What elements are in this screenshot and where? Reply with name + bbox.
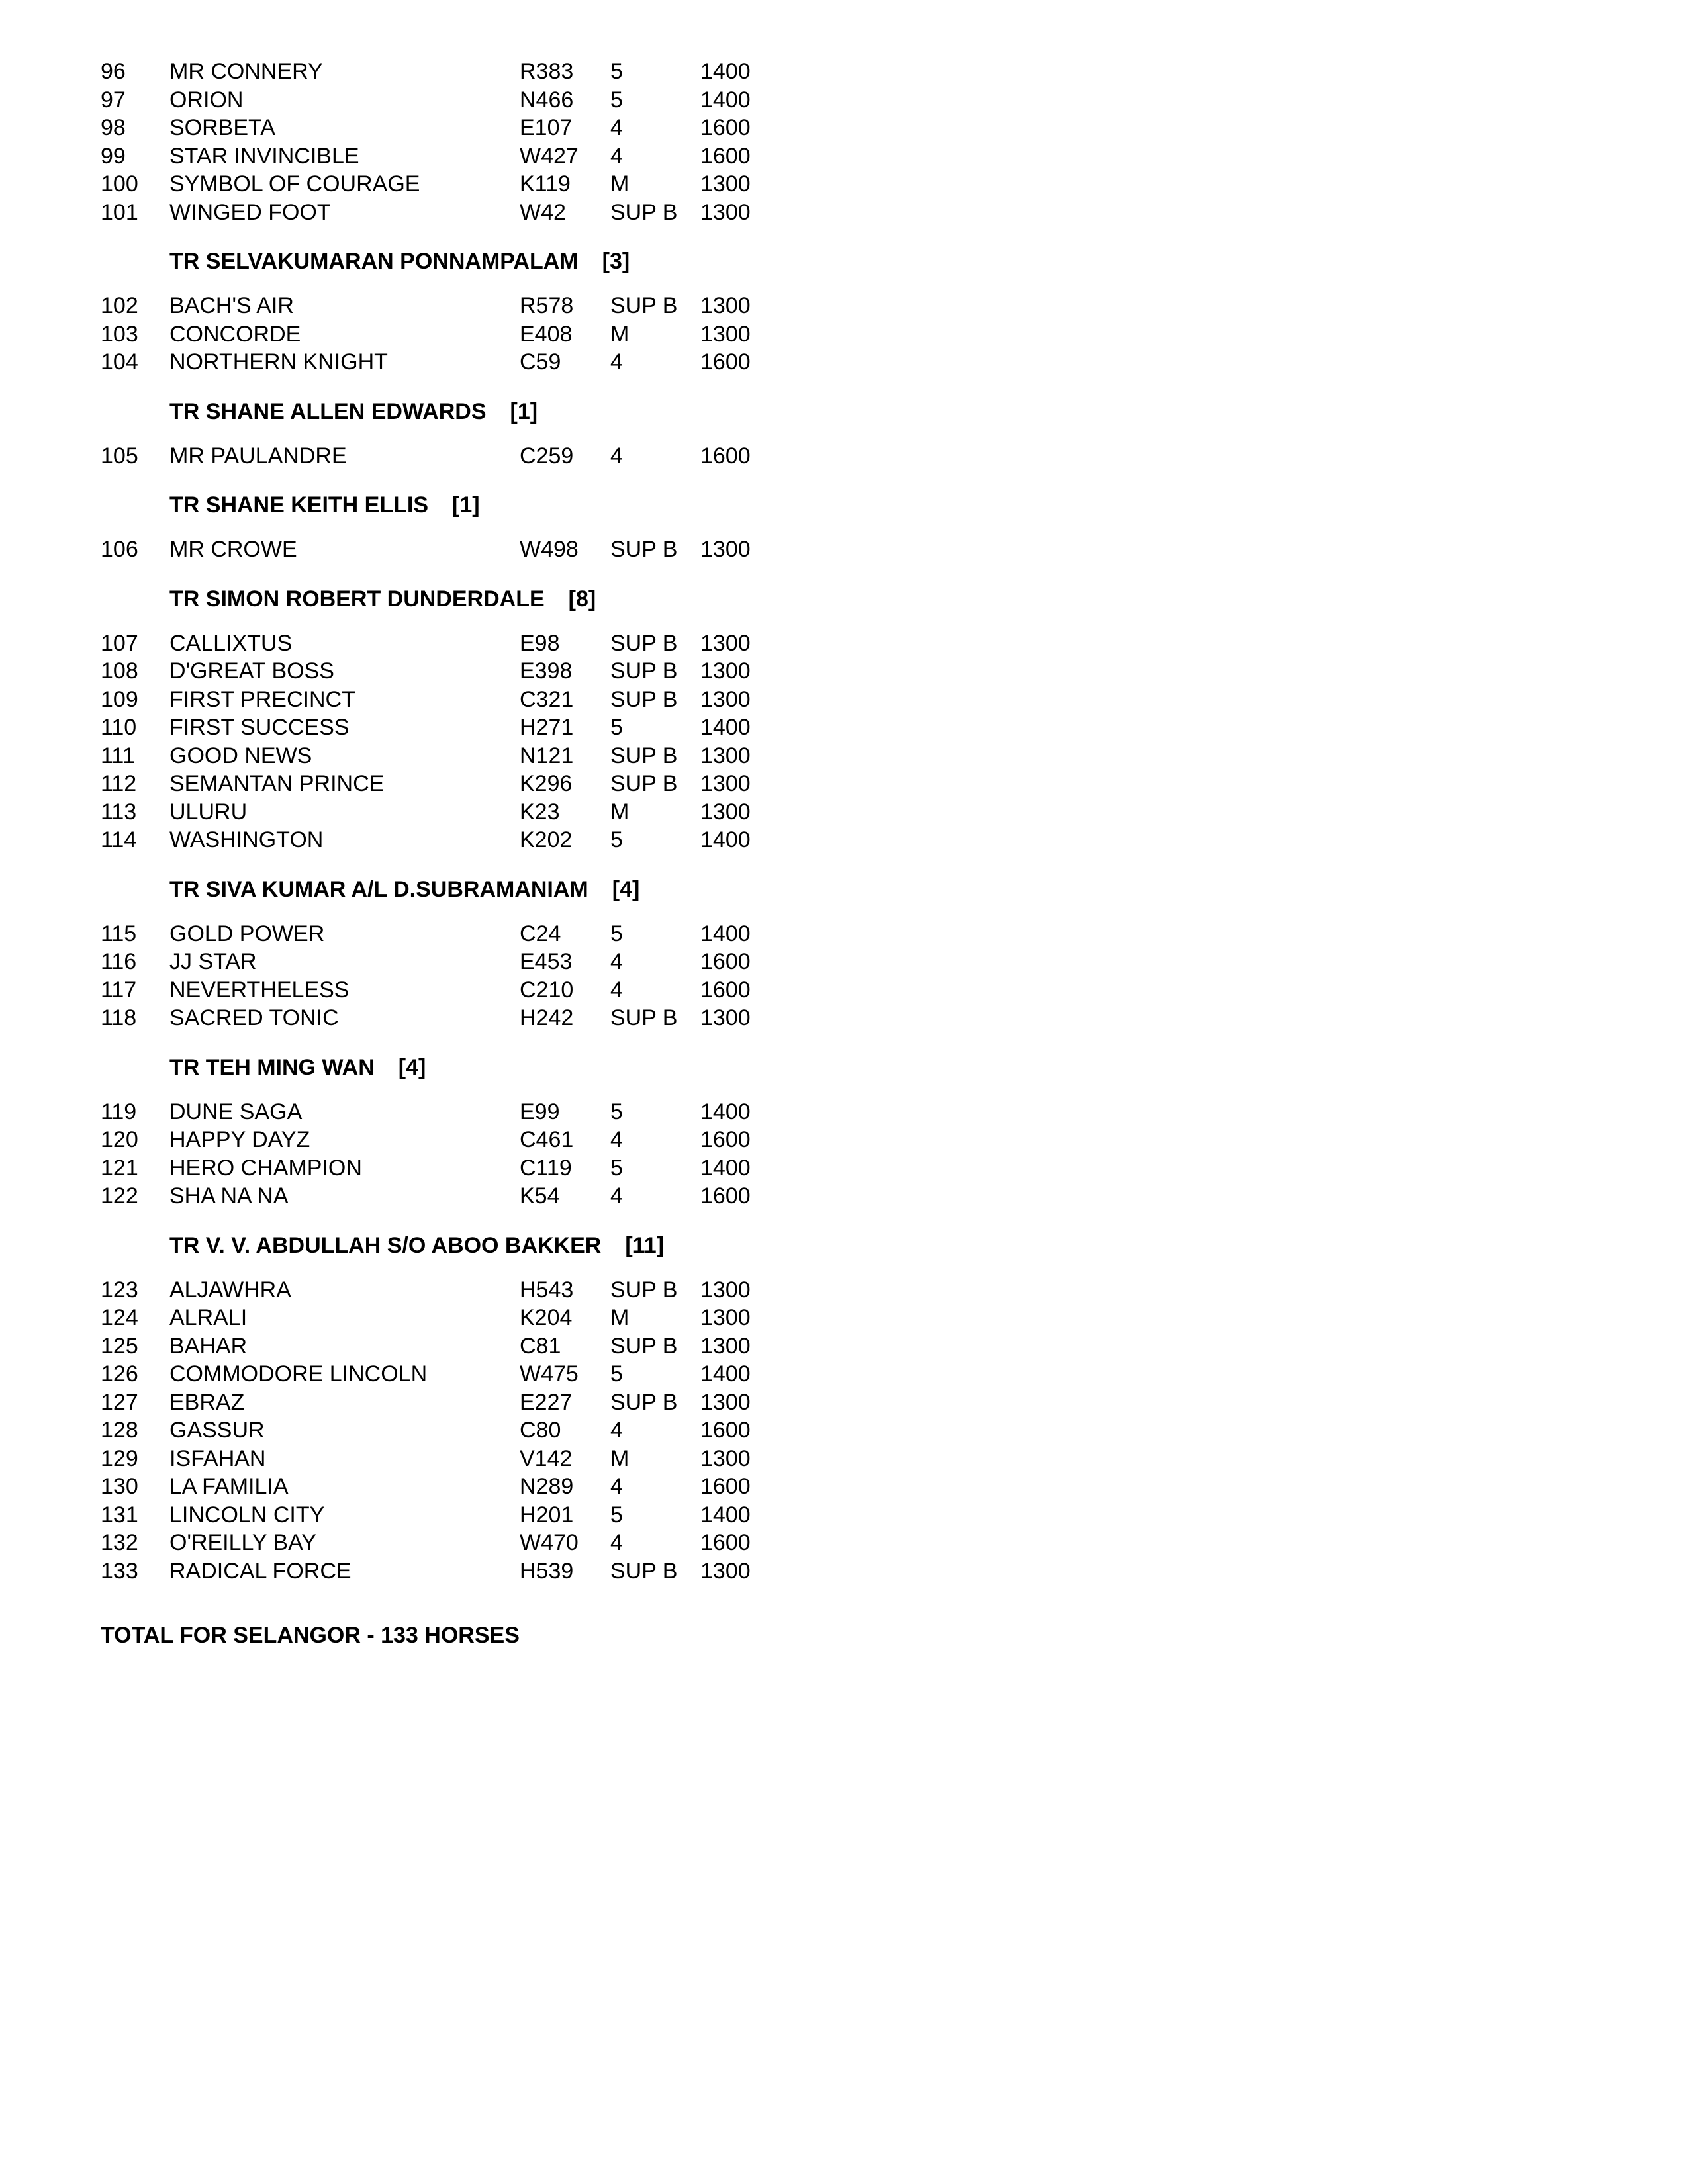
distance: 1300 xyxy=(700,1277,751,1302)
horse-code: R383 xyxy=(520,59,574,84)
horse-code: W498 xyxy=(520,537,579,562)
class: 4 xyxy=(610,115,623,140)
distance: 1400 xyxy=(700,715,751,740)
trainer-horse-count: [3] xyxy=(602,249,630,274)
runner-number: 101 xyxy=(101,199,138,225)
horse-name: JJ STAR xyxy=(169,949,257,974)
horse-name: SYMBOL OF COURAGE xyxy=(169,171,420,197)
runner-number: 119 xyxy=(101,1099,137,1124)
class: SUP B xyxy=(610,1005,678,1030)
trainer-heading xyxy=(169,494,480,516)
runner-number: 106 xyxy=(101,537,138,562)
class: 5 xyxy=(610,827,623,852)
horse-code: W427 xyxy=(520,143,579,169)
class: SUP B xyxy=(610,1333,678,1359)
distance: 1600 xyxy=(700,1474,751,1499)
horse-name: SHA NA NA xyxy=(169,1183,289,1208)
horse-code: E227 xyxy=(520,1389,573,1415)
horse-code: N289 xyxy=(520,1474,574,1499)
runner-number: 125 xyxy=(101,1333,138,1359)
runner-number: 105 xyxy=(101,443,138,469)
runner-number: 115 xyxy=(101,921,137,946)
distance: 1600 xyxy=(700,949,751,974)
trainer-horse-count: [11] xyxy=(625,1232,664,1258)
runner-number: 126 xyxy=(101,1361,138,1387)
trainer-name: TR V. V. ABDULLAH S/O ABOO BAKKER xyxy=(169,1232,602,1258)
class: SUP B xyxy=(610,630,678,656)
distance: 1400 xyxy=(700,1099,751,1124)
horse-name: ULURU xyxy=(169,799,248,825)
horse-code: K296 xyxy=(520,771,573,796)
horse-code: H201 xyxy=(520,1502,574,1527)
horse-name: GOLD POWER xyxy=(169,921,325,946)
horse-code: N121 xyxy=(520,743,574,768)
distance: 1300 xyxy=(700,686,751,712)
runner-number: 114 xyxy=(101,827,137,852)
runner-number: 133 xyxy=(101,1558,138,1584)
horse-name: NORTHERN KNIGHT xyxy=(169,349,388,375)
horse-name: CALLIXTUS xyxy=(169,630,293,656)
trainer-horse-count: [1] xyxy=(452,492,480,518)
distance: 1600 xyxy=(700,115,751,140)
class: 4 xyxy=(610,977,623,1003)
trainer-name: TR SIMON ROBERT DUNDERDALE xyxy=(169,586,545,612)
distance: 1300 xyxy=(700,659,751,684)
runner-number: 127 xyxy=(101,1389,138,1415)
horse-code: K119 xyxy=(520,171,571,197)
horse-name: ISFAHAN xyxy=(169,1445,266,1471)
trainer-horse-count: [4] xyxy=(612,876,640,902)
runner-number: 123 xyxy=(101,1277,138,1302)
horse-name: SACRED TONIC xyxy=(169,1005,339,1030)
runner-number: 129 xyxy=(101,1445,138,1471)
horse-name: GOOD NEWS xyxy=(169,743,312,768)
distance: 1300 xyxy=(700,799,751,825)
trainer-heading xyxy=(169,878,639,901)
distance: 1300 xyxy=(700,1305,751,1330)
runner-number: 103 xyxy=(101,321,138,347)
class: 5 xyxy=(610,87,623,113)
horse-code: E453 xyxy=(520,949,573,974)
distance: 1300 xyxy=(700,1389,751,1415)
horse-name: WASHINGTON xyxy=(169,827,324,852)
trainer-heading xyxy=(169,588,596,610)
horse-code: N466 xyxy=(520,87,574,113)
trainer-heading xyxy=(169,400,538,423)
distance: 1400 xyxy=(700,1155,751,1181)
horse-code: H242 xyxy=(520,1005,574,1030)
class: SUP B xyxy=(610,293,678,318)
class: 5 xyxy=(610,715,623,740)
horse-name: HERO CHAMPION xyxy=(169,1155,362,1181)
runner-number: 98 xyxy=(101,115,126,140)
runner-number: 99 xyxy=(101,143,126,169)
distance: 1300 xyxy=(700,1558,751,1584)
horse-code: E408 xyxy=(520,321,573,347)
runner-number: 118 xyxy=(101,1005,137,1030)
distance: 1600 xyxy=(700,143,751,169)
distance: 1600 xyxy=(700,1183,751,1208)
distance: 1300 xyxy=(700,630,751,656)
horse-code: C461 xyxy=(520,1127,574,1152)
class: SUP B xyxy=(610,1558,678,1584)
horse-name: NEVERTHELESS xyxy=(169,977,350,1003)
distance: 1300 xyxy=(700,1333,751,1359)
trainer-heading xyxy=(169,250,630,273)
horse-code: C24 xyxy=(520,921,561,946)
class: M xyxy=(610,321,630,347)
horse-code: H543 xyxy=(520,1277,574,1302)
horse-code: E99 xyxy=(520,1099,560,1124)
horse-name: MR PAULANDRE xyxy=(169,443,347,469)
distance: 1300 xyxy=(700,1445,751,1471)
runner-number: 124 xyxy=(101,1305,138,1330)
horse-name: FIRST SUCCESS xyxy=(169,715,350,740)
distance: 1300 xyxy=(700,537,751,562)
distance: 1300 xyxy=(700,293,751,318)
distance: 1300 xyxy=(700,1005,751,1030)
class: M xyxy=(610,171,630,197)
distance: 1400 xyxy=(700,921,751,946)
runner-number: 96 xyxy=(101,59,126,84)
runner-number: 120 xyxy=(101,1127,138,1152)
class: 5 xyxy=(610,1502,623,1527)
horse-code: C59 xyxy=(520,349,561,375)
horse-code: W42 xyxy=(520,199,566,225)
runner-number: 100 xyxy=(101,171,138,197)
horse-code: E98 xyxy=(520,630,560,656)
total-summary: TOTAL FOR SELANGOR - 133 HORSES xyxy=(101,1623,520,1648)
horse-code: K23 xyxy=(520,799,560,825)
horse-name: DUNE SAGA xyxy=(169,1099,303,1124)
horse-code: C210 xyxy=(520,977,574,1003)
runner-number: 107 xyxy=(101,630,138,656)
runner-number: 132 xyxy=(101,1530,138,1555)
trainer-name: TR TEH MING WAN xyxy=(169,1054,375,1080)
distance: 1400 xyxy=(700,1361,751,1387)
horse-name: EBRAZ xyxy=(169,1389,245,1415)
distance: 1600 xyxy=(700,1418,751,1443)
horse-code: V142 xyxy=(520,1445,573,1471)
horse-code: E398 xyxy=(520,659,573,684)
trainer-name: TR SHANE KEITH ELLIS xyxy=(169,492,429,518)
horse-name: ALRALI xyxy=(169,1305,248,1330)
horse-name: MR CONNERY xyxy=(169,59,323,84)
class: 4 xyxy=(610,1183,623,1208)
runner-number: 110 xyxy=(101,715,137,740)
horse-code: W475 xyxy=(520,1361,579,1387)
distance: 1400 xyxy=(700,87,751,113)
class: 4 xyxy=(610,1127,623,1152)
horse-name: ALJAWHRA xyxy=(169,1277,291,1302)
runner-number: 111 xyxy=(101,743,135,768)
horse-name: FIRST PRECINCT xyxy=(169,686,355,712)
distance: 1300 xyxy=(700,771,751,796)
class: 4 xyxy=(610,1474,623,1499)
horse-code: R578 xyxy=(520,293,574,318)
horse-name: LA FAMILIA xyxy=(169,1474,289,1499)
horse-name: HAPPY DAYZ xyxy=(169,1127,310,1152)
distance: 1300 xyxy=(700,199,751,225)
runner-number: 122 xyxy=(101,1183,138,1208)
class: 5 xyxy=(610,921,623,946)
horse-name: BACH'S AIR xyxy=(169,293,294,318)
class: 5 xyxy=(610,1099,623,1124)
distance: 1600 xyxy=(700,977,751,1003)
class: SUP B xyxy=(610,686,678,712)
horse-code: H539 xyxy=(520,1558,574,1584)
horse-name: COMMODORE LINCOLN xyxy=(169,1361,428,1387)
horse-name: RADICAL FORCE xyxy=(169,1558,352,1584)
class: M xyxy=(610,1445,630,1471)
class: SUP B xyxy=(610,771,678,796)
distance: 1600 xyxy=(700,349,751,375)
class: M xyxy=(610,799,630,825)
runner-number: 117 xyxy=(101,977,137,1003)
horse-name: GASSUR xyxy=(169,1418,265,1443)
horse-code: C81 xyxy=(520,1333,561,1359)
trainer-horse-count: [8] xyxy=(568,586,596,612)
runner-number: 128 xyxy=(101,1418,138,1443)
horse-code: C119 xyxy=(520,1155,572,1181)
runner-number: 121 xyxy=(101,1155,138,1181)
horse-name: ORION xyxy=(169,87,244,113)
horse-name: WINGED FOOT xyxy=(169,199,331,225)
horse-name: STAR INVINCIBLE xyxy=(169,143,359,169)
class: 4 xyxy=(610,949,623,974)
runner-number: 102 xyxy=(101,293,138,318)
class: 5 xyxy=(610,1361,623,1387)
distance: 1600 xyxy=(700,1127,751,1152)
distance: 1300 xyxy=(700,321,751,347)
class: SUP B xyxy=(610,743,678,768)
horse-name: LINCOLN CITY xyxy=(169,1502,325,1527)
horse-name: O'REILLY BAY xyxy=(169,1530,316,1555)
trainer-name: TR SIVA KUMAR A/L D.SUBRAMANIAM xyxy=(169,876,588,902)
horse-name: MR CROWE xyxy=(169,537,297,562)
horse-name: SORBETA xyxy=(169,115,275,140)
class: M xyxy=(610,1305,630,1330)
distance: 1400 xyxy=(700,827,751,852)
distance: 1400 xyxy=(700,1502,751,1527)
class: 4 xyxy=(610,143,623,169)
runner-number: 113 xyxy=(101,799,137,825)
horse-name: SEMANTAN PRINCE xyxy=(169,771,385,796)
runner-number: 130 xyxy=(101,1474,138,1499)
horse-code: K204 xyxy=(520,1305,573,1330)
class: 5 xyxy=(610,1155,623,1181)
trainer-horse-count: [1] xyxy=(510,398,538,424)
runner-number: 131 xyxy=(101,1502,138,1527)
trainer-horse-count: [4] xyxy=(398,1054,426,1080)
horse-code: K202 xyxy=(520,827,573,852)
class: 4 xyxy=(610,349,623,375)
horse-name: D'GREAT BOSS xyxy=(169,659,334,684)
class: SUP B xyxy=(610,537,678,562)
runner-number: 104 xyxy=(101,349,138,375)
horse-name: BAHAR xyxy=(169,1333,248,1359)
class: SUP B xyxy=(610,1389,678,1415)
runner-number: 116 xyxy=(101,949,137,974)
horse-code: K54 xyxy=(520,1183,560,1208)
trainer-heading xyxy=(169,1234,664,1257)
trainer-heading xyxy=(169,1056,426,1079)
trainer-name: TR SELVAKUMARAN PONNAMPALAM xyxy=(169,249,579,274)
horse-code: E107 xyxy=(520,115,573,140)
horse-name: CONCORDE xyxy=(169,321,301,347)
horse-code: W470 xyxy=(520,1530,579,1555)
horse-code: C259 xyxy=(520,443,574,469)
runner-number: 97 xyxy=(101,87,126,113)
horse-code: H271 xyxy=(520,715,574,740)
class: 5 xyxy=(610,59,623,84)
class: 4 xyxy=(610,1418,623,1443)
class: 4 xyxy=(610,1530,623,1555)
distance: 1600 xyxy=(700,443,751,469)
class: SUP B xyxy=(610,659,678,684)
distance: 1400 xyxy=(700,59,751,84)
distance: 1600 xyxy=(700,1530,751,1555)
runner-number: 112 xyxy=(101,771,137,796)
runner-number: 108 xyxy=(101,659,138,684)
trainer-name: TR SHANE ALLEN EDWARDS xyxy=(169,398,487,424)
class: SUP B xyxy=(610,1277,678,1302)
class: 4 xyxy=(610,443,623,469)
runner-number: 109 xyxy=(101,686,138,712)
horse-code: C321 xyxy=(520,686,574,712)
distance: 1300 xyxy=(700,743,751,768)
horse-code: C80 xyxy=(520,1418,561,1443)
distance: 1300 xyxy=(700,171,751,197)
class: SUP B xyxy=(610,199,678,225)
